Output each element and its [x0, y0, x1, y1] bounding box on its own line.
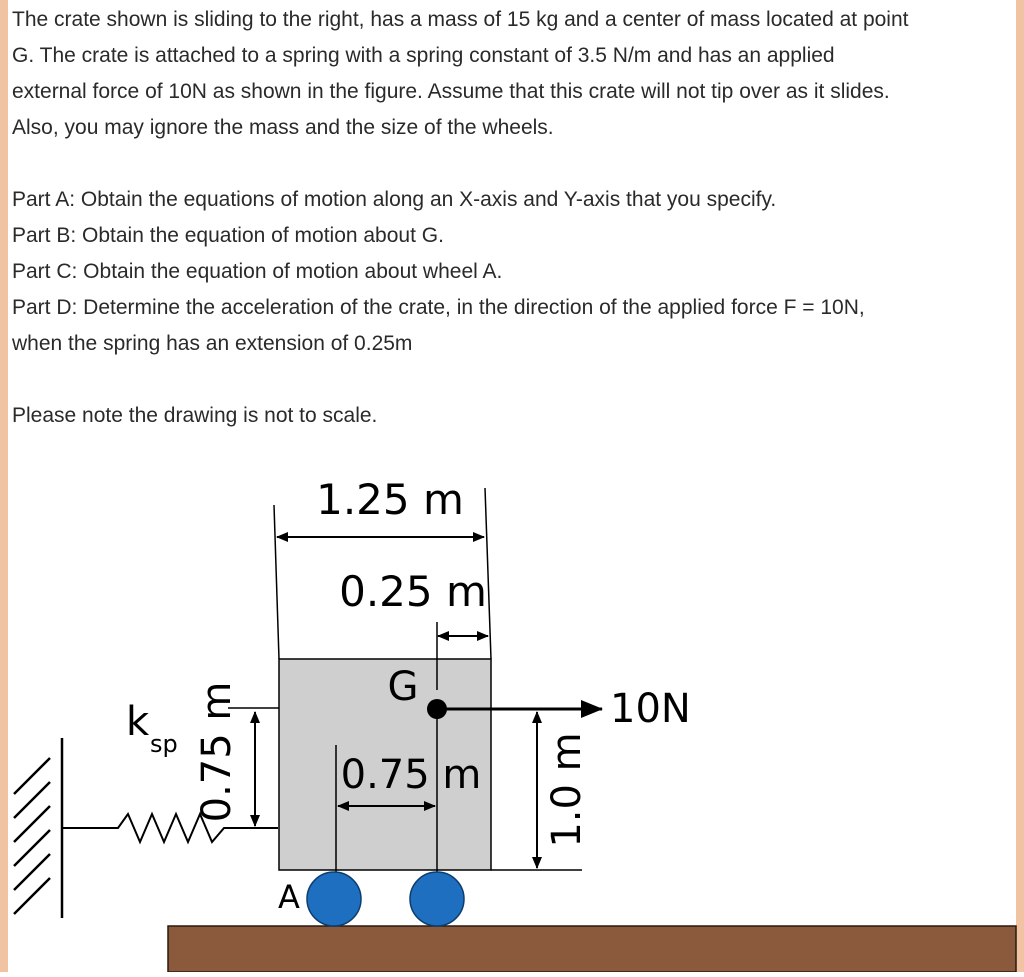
intro-line-4: Also, you may ignore the mass and the size of the wheels.: [12, 116, 554, 139]
ground: [168, 926, 1016, 972]
scale-note: Please note the drawing is not to scale.: [12, 404, 378, 427]
problem-statement: [12, 0, 1016, 440]
center-of-mass-dot: [427, 699, 447, 719]
dim-g-wheel-label: 0.75 m: [340, 752, 482, 798]
spring: [62, 814, 278, 842]
spring-constant-subscript: sp: [150, 730, 178, 758]
part-b: Part B: Obtain the equation of motion about G.: [12, 224, 444, 247]
intro-line-2: G. The crate is attached to a spring with a spring constant of 3.5 N/m and has an applied: [12, 44, 835, 67]
dim-force-height-label: 1.0 m: [544, 732, 590, 848]
part-c: Part C: Obtain the equation of motion about wheel A.: [12, 260, 503, 283]
wall: [14, 738, 62, 918]
intro-line-3: external force of 10N as shown in the figure. Assume that this crate will not tip over as it slides.: [12, 80, 890, 103]
label-g: G: [387, 664, 419, 710]
wheel-a: [307, 872, 361, 926]
label-a: A: [278, 878, 300, 916]
wheel-b: [410, 872, 464, 926]
spring-constant-label: k: [126, 699, 150, 745]
part-d: Part D: Determine the acceleration of the crate, in the direction of the applied force F = 10N,: [12, 296, 865, 319]
dim-spring-height-label: 0.75 m: [194, 681, 240, 823]
dim-width-label: 1.25 m: [316, 475, 464, 524]
dim-offset-label: 0.25 m: [339, 567, 487, 616]
force-label: 10N: [610, 686, 691, 732]
part-d-continued: when the spring has an extension of 0.25m: [12, 332, 413, 355]
crate-figure: [0, 440, 1024, 972]
intro-line-1: The crate shown is sliding to the right, has a mass of 15 kg and a center of mass located at point: [12, 8, 909, 31]
part-a: Part A: Obtain the equations of motion along an X-axis and Y-axis that you specify.: [12, 188, 777, 211]
